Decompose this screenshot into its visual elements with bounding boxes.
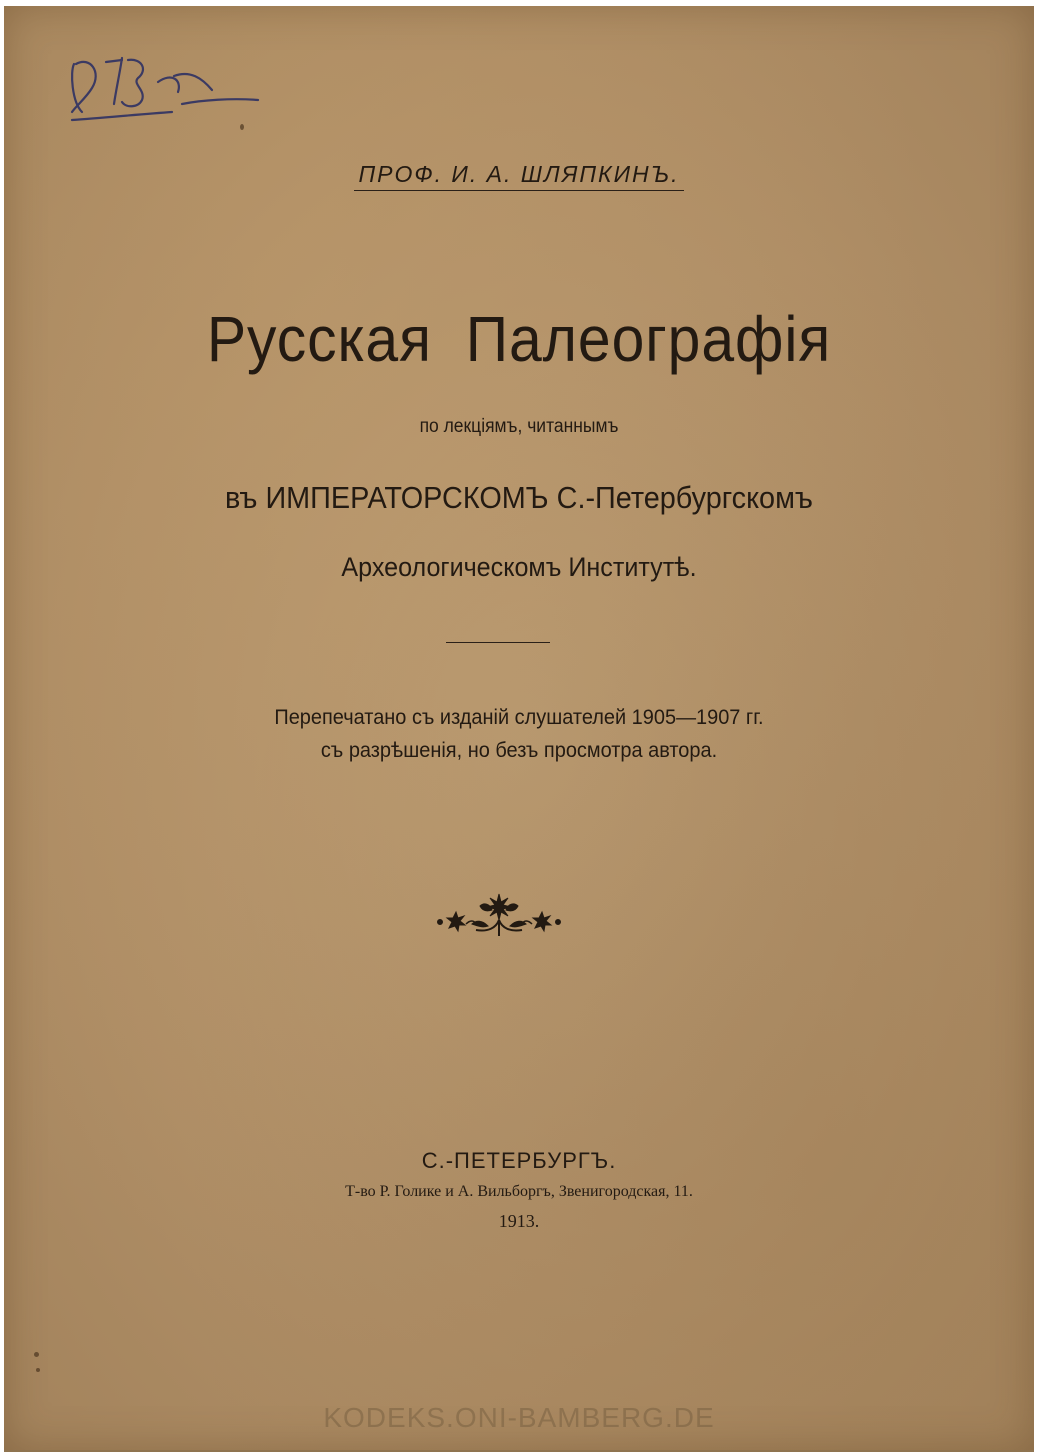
publication-city: С.-ПЕТЕРБУРГЪ. [421,1148,617,1173]
floral-ornament-icon [436,890,562,940]
book-title: Русская Палеографія [206,303,832,375]
page-margin [1034,0,1059,1456]
reprint-note-line-1: Перепечатано съ изданій слушателей 1905—1907 гг. [274,706,764,729]
publication-year: 1913. [498,1211,540,1231]
author-name: ПРОФ. И. А. ШЛЯПКИНЪ. [354,161,683,191]
ink-spot [36,1368,40,1372]
handwritten-note-icon [62,42,262,152]
printer-line: Т-во Р. Голике и А. Вильборгъ, Звенигородская, 11. [345,1183,693,1200]
author-line [4,161,1034,191]
subtitle-line-2: въ ИМПЕРАТОРСКОМЪ С.-Петербургскомъ [225,480,813,515]
subtitle-line-1: по лекціямъ, читаннымъ [419,416,619,437]
ink-spot [34,1352,39,1357]
divider-rule [446,642,550,643]
reprint-note-line-2: съ разрѣшенія, но безъ просмотра автора. [320,739,718,762]
book-cover [4,6,1036,1452]
watermark: KODEKS.ONI-BAMBERG.DE [323,1402,715,1433]
subtitle-line-3: Археологическомъ Институтѣ. [341,552,697,582]
ink-spot [240,124,244,130]
